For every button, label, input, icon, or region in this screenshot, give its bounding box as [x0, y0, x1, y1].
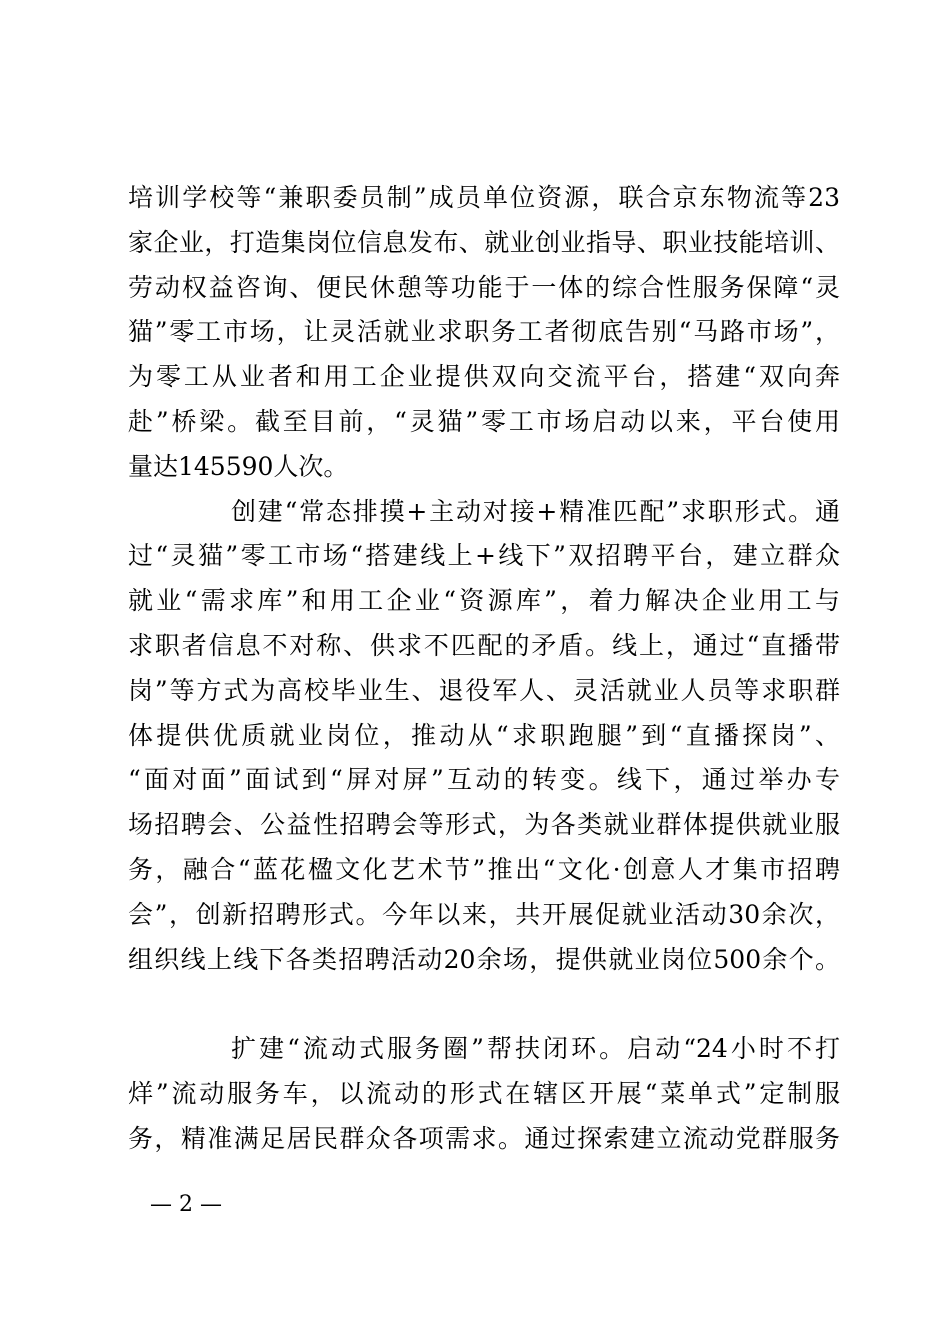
paragraph-3 — [128, 1027, 840, 1161]
text-line: 劳动权益咨询、便民休憩等功能于一体的综合性服务保障“灵 — [128, 272, 840, 302]
text-line: 为零工从业者和用工企业提供双向交流平台，搭建“双向奔 — [128, 362, 840, 392]
text-line: 务，融合“蓝花楹文化艺术节”推出“文化·创意人才集市招聘 — [128, 854, 840, 884]
text-line: 务，精准满足居民群众各项需求。通过探索建立流动党群服务 — [128, 1123, 840, 1153]
text-line: 量达145590人次。 — [128, 451, 349, 481]
text-line: 家企业，打造集岗位信息发布、就业创业指导、职业技能培训、 — [128, 227, 840, 257]
text-line: 场招聘会、公益性招聘会等形式，为各类就业群体提供就业服 — [128, 810, 840, 840]
text-line: 会”，创新招聘形式。今年以来，共开展促就业活动30余次， — [128, 899, 840, 929]
page-number: — 2 — — [150, 1192, 222, 1217]
text-line: “面对面”面试到“屏对屏”互动的转变。线下，通过举办专 — [128, 765, 840, 795]
text-line — [128, 982, 840, 1027]
text-line: 赴”桥梁。截至目前，“灵猫”零工市场启动以来，平台使用 — [128, 406, 840, 436]
text-line: 培训学校等“兼职委员制”成员单位资源，联合京东物流等23 — [128, 183, 840, 212]
text-line: 求职者信息不对称、供求不匹配的矛盾。线上，通过“直播带 — [128, 630, 840, 660]
text-line: 烊”流动服务车，以流动的形式在辖区开展“菜单式”定制服 — [128, 1078, 840, 1108]
text-line: 过“灵猫”零工市场“搭建线上+线下”双招聘平台，建立群众 — [128, 541, 840, 571]
text-line: 就业“需求库”和用工企业“资源库”，着力解决企业用工与 — [128, 586, 840, 616]
text-line: 猫”零工市场，让灵活就业求职务工者彻底告别“马路市场”， — [128, 317, 840, 347]
text-line: 组织线上线下各类招聘活动20余场，提供就业岗位500余个。 — [128, 944, 840, 974]
paragraph-2 — [128, 490, 840, 1028]
text-line: 岗”等方式为高校毕业生、退役军人、灵活就业人员等求职群 — [128, 675, 840, 705]
document-body — [128, 176, 840, 1162]
text-line: 体提供优质就业岗位，推动从“求职跑腿”到“直播探岗”、 — [128, 720, 840, 750]
paragraph-heading-line: 创建“常态排摸+主动对接+精准匹配”求职形式。通 — [231, 496, 840, 526]
paragraph-1 — [128, 176, 840, 490]
paragraph-heading-line: 扩建“流动式服务圈”帮扶闭环。启动“24小时不打 — [231, 1034, 840, 1064]
